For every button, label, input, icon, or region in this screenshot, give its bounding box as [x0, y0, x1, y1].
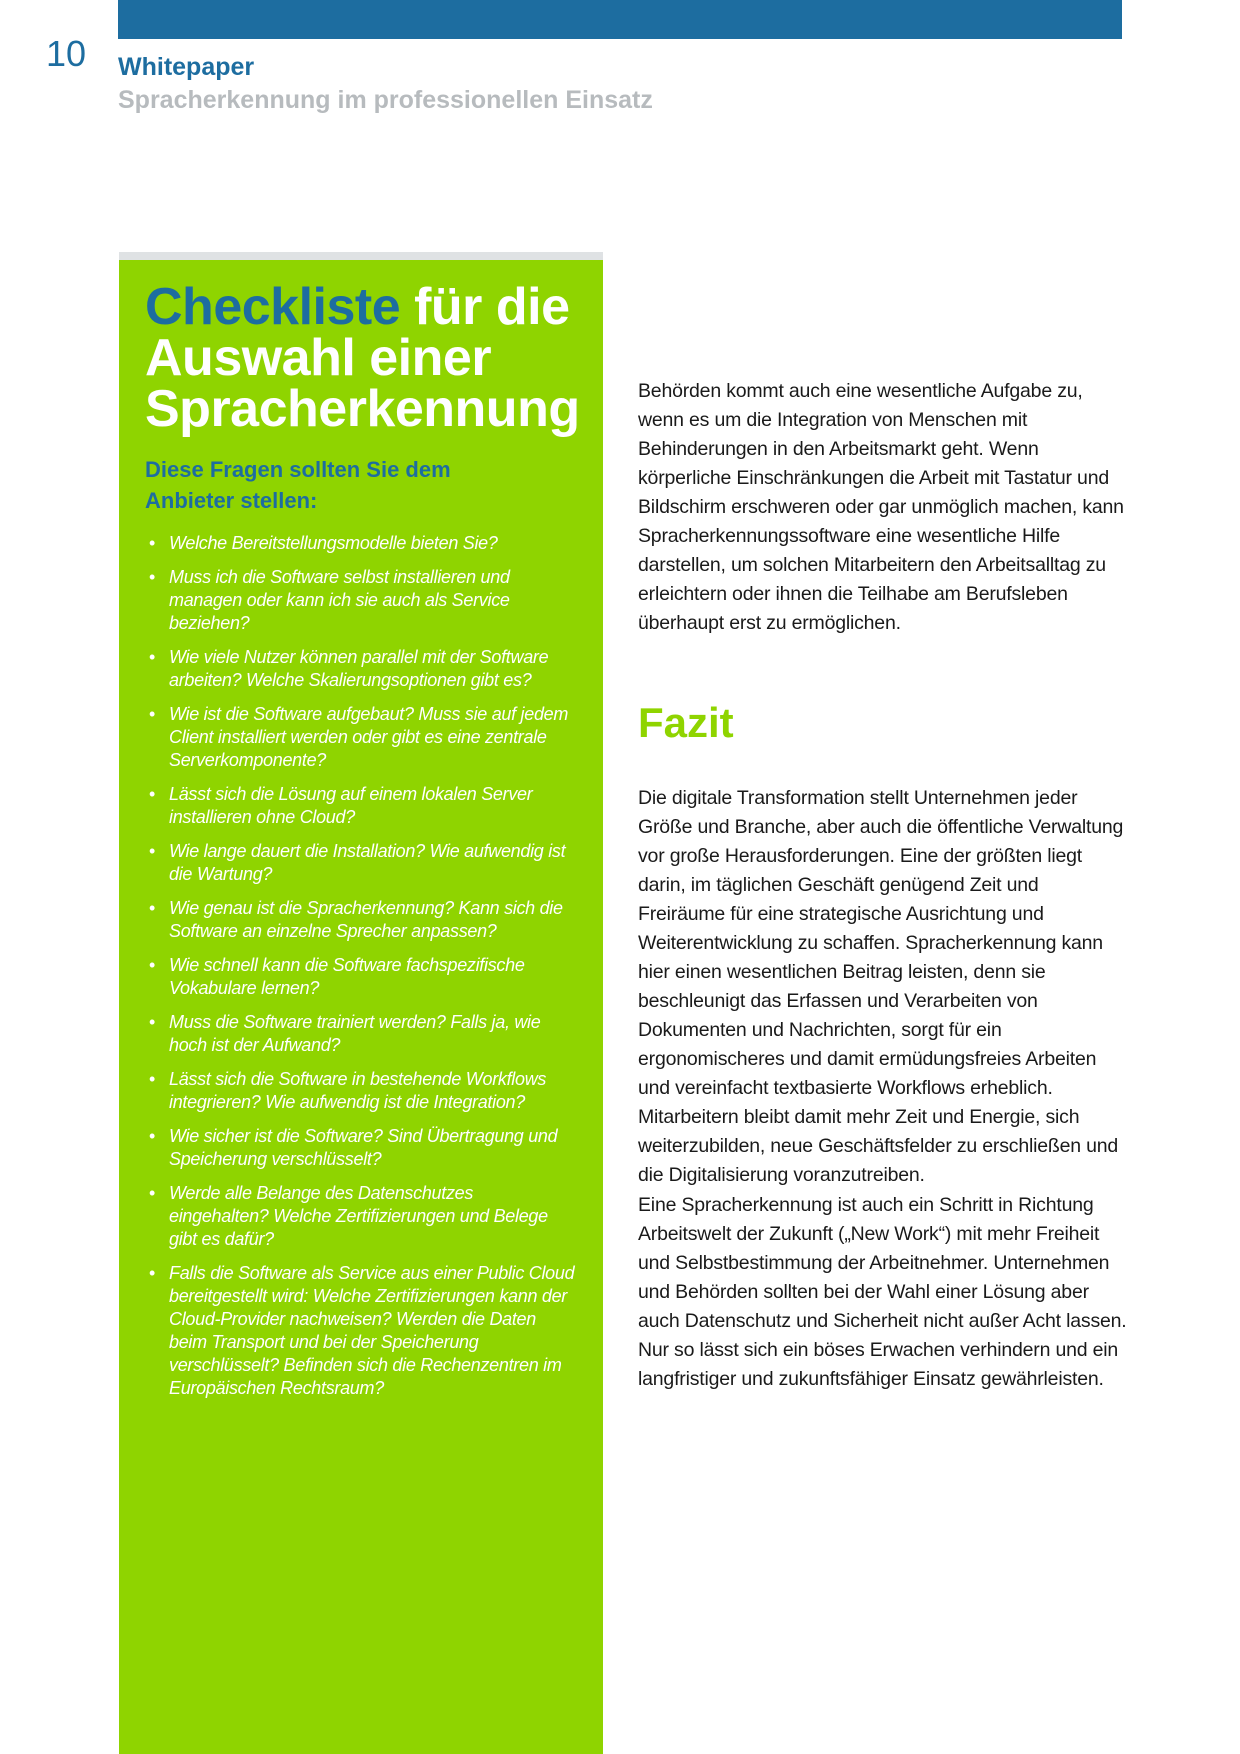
checklist-subtitle-line: Diese Fragen sollten Sie dem — [145, 457, 451, 482]
checklist-item: • Muss die Software trainiert werden? Falls ja, wie hoch ist der Aufwand? — [145, 1011, 575, 1057]
header-bar — [118, 0, 1122, 39]
checklist-item: • Wie ist die Software aufgebaut? Muss sie auf jedem Client installiert werden oder gibt es eine zentrale Serverkomponente? — [145, 703, 575, 772]
checklist-subtitle-line: Anbieter stellen: — [145, 488, 318, 513]
checklist-subtitle — [145, 454, 585, 516]
checklist-item: • Wie schnell kann die Software fachspezifische Vokabulare lernen? — [145, 954, 575, 1000]
checklist-item: • Welche Bereitstellungsmodelle bieten Sie? — [145, 532, 575, 555]
checklist-item: • Wie viele Nutzer können parallel mit der Software arbeiten? Welche Skalierungsoptionen gibt es? — [145, 646, 575, 692]
document-subtitle: Spracherkennung im professionellen Einsatz — [118, 86, 653, 114]
checklist-questions — [145, 532, 575, 1411]
checklist-item: • Wie sicher ist die Software? Sind Übertragung und Speicherung verschlüsselt? — [145, 1125, 575, 1171]
checklist-title-rest: für die Auswahl einer Spracherkennung — [145, 278, 580, 438]
checklist-title — [145, 278, 585, 438]
conclusion-heading: Fazit — [638, 699, 734, 746]
checklist-item: • Lässt sich die Software in bestehende Workflows integrieren? Wie aufwendig ist die Integration? — [145, 1068, 575, 1114]
checklist-title-highlight: Checkliste — [145, 278, 401, 336]
checklist-item: • Werde alle Belange des Datenschutzes eingehalten? Welche Zertifizierungen und Belege gibt es dafür? — [145, 1182, 575, 1251]
checklist-item: • Wie lange dauert die Installation? Wie aufwendig ist die Wartung? — [145, 840, 575, 886]
checklist-item: • Wie genau ist die Spracherkennung? Kann sich die Software an einzelne Sprecher anpassen? — [145, 897, 575, 943]
intro-paragraph: Behörden kommt auch eine wesentliche Aufgabe zu, wenn es um die Integration von Menschen mit Behinderungen in den Arbeitsmarkt geht. Wenn körperliche Einschränkungen die Arbeit mit Tastatur und Bildschirm erschweren oder gar unmöglich machen, kann Spracherkennungssoftware eine wesentliche Hilfe darstellen, um solchen Mitarbeitern den Arbeitsalltag zu erleichtern oder ihnen die Teilhabe am Berufsleben überhaupt erst zu ermöglichen. — [638, 380, 1124, 634]
page-number: 10 — [46, 33, 87, 74]
conclusion-paragraph: Die digitale Transformation stellt Unternehmen jeder Größe und Branche, aber auch die öffentliche Verwaltung vor große Herausforderungen. Eine der größten liegt darin, im täglichen Geschäft genügend Zeit und Freiräume für eine strategische Ausrichtung und Weiterentwicklung zu schaffen. Spracherkennung kann hier einen wesentlichen Beitrag leisten, denn sie beschleunigt das Erfassen und Verarbeiten von Dokumenten und Nachrichten, sorgt für ein ergonomischeres und damit ermüdungsfreies Arbeiten und vereinfacht textbasierte Workflows erheblich. Mitarbeitern bleibt damit mehr Zeit und Energie, sich weiterzubilden, neue Geschäftsfelder zu erschließen und die Digitalisierung voranzutreiben. — [638, 787, 1124, 1186]
checklist-item: • Falls die Software als Service aus einer Public Cloud bereitgestellt wird: Welche Zertifizierungen kann der Cloud-Provider nachweisen? Werden die Daten beim Transport und bei der Speicherung verschlüsselt? Befinden sich die Rechenzentren im Europäischen Rechtsraum? — [145, 1262, 575, 1400]
checklist-item: • Muss ich die Software selbst installieren und managen oder kann ich sie auch als Service beziehen? — [145, 566, 575, 635]
document-type-title: Whitepaper — [118, 53, 255, 81]
conclusion-paragraph: Eine Spracherkennung ist auch ein Schritt in Richtung Arbeitswelt der Zukunft („New Work“) mit mehr Freiheit und Selbstbestimmung der Arbeitnehmer. Unternehmen und Behörden sollten bei der Wahl einer Lösung aber auch Datenschutz und Sicherheit nicht außer Acht lassen. Nur so lässt sich ein böses Erwachen verhindern und ein langfristiger und zukunftsfähiger Einsatz gewährleisten. — [638, 1194, 1127, 1390]
checklist-item: • Lässt sich die Lösung auf einem lokalen Server installieren ohne Cloud? — [145, 783, 575, 829]
